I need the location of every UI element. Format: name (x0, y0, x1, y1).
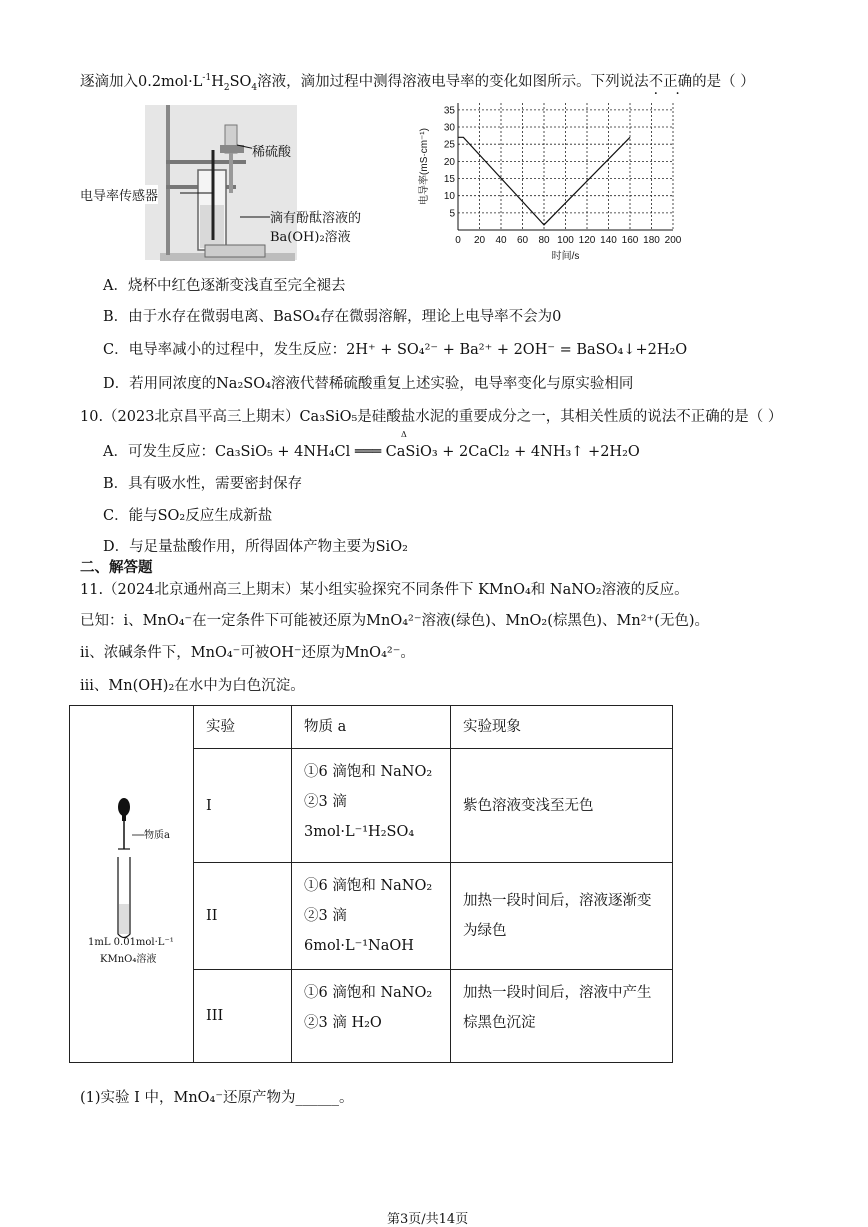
x-tick-label: 60 (516, 235, 529, 246)
row-phenomenon: 加热一段时间后，溶液中产生棕黑色沉淀 (451, 970, 673, 1063)
q9-stem: 逐滴加入$0.2mol\cdot L^{-1}H_2SO_4$溶液，滴加过程中测得溶液电导率的变化如图所示。下列说法不正确的是（ ） (80, 73, 755, 93)
y-tick-label: 15 (443, 174, 455, 186)
header-phenomenon: 实验现象 (451, 706, 673, 749)
x-tick-label: 140 (600, 235, 617, 246)
x-tick-label: 100 (557, 235, 574, 246)
q11-sub1: (1)实验 I 中，MnO₄⁻还原产物为______。 (80, 1090, 354, 1106)
chart-svg (415, 98, 690, 263)
tube-label-2: KMnO₄溶液 (100, 954, 157, 965)
q11-known-3: iii、Mn(OH)₂在水中为白色沉淀。 (80, 678, 305, 694)
x-tick-label: 80 (538, 235, 550, 246)
label-sensor: 电导率传感器 (80, 185, 158, 204)
page-footer: 第3页/共14页 (387, 1212, 469, 1227)
row-id: III (194, 970, 292, 1063)
q9-option-d: D．若用同浓度的Na₂SO₄溶液代替稀硫酸重复上述实验，电导率变化与原实验相同 (103, 376, 634, 392)
q11-known-2: ii、浓碱条件下，MnO₄⁻可被OH⁻还原为MnO₄²⁻。 (80, 645, 415, 661)
tube-figure-cell (70, 706, 194, 1063)
q9-option-a: A．烧杯中红色逐渐变浅直至完全褪去 (103, 278, 346, 294)
q10-stem: 10.（2023北京昌平高三上期末）Ca₃SiO₅是硅酸盐水泥的重要成分之一，其相关性质的说法不正确的是（ ） (80, 409, 783, 425)
dropper-label: 物质a (144, 830, 170, 841)
apparatus-photo (80, 105, 380, 263)
q9-option-c: C．电导率减小的过程中，发生反应：2H⁺ + SO₄²⁻ + Ba²⁺ + 2OH⁻ = BaSO₄↓+2H₂O (103, 342, 688, 358)
q10-option-d: D．与足量盐酸作用，所得固体产物主要为SiO₂ (103, 539, 408, 555)
section-heading: 二、解答题 (80, 559, 153, 576)
y-tick-label: 5 (449, 208, 455, 220)
label-solution-2: Ba(OH)₂溶液 (270, 230, 351, 245)
x-tick-label: 180 (643, 235, 660, 246)
q9-option-b: B．由于水存在微弱电离、BaSO₄存在微弱溶解，理论上电导率不会为0 (103, 309, 562, 325)
heat-condition: Δ (401, 430, 407, 439)
row-phenomenon: 加热一段时间后，溶液逐渐变为绿色 (451, 863, 673, 970)
row-material: ①6 滴饱和 NaNO₂ ②3 滴 6mol·L⁻¹NaOH (292, 863, 451, 970)
y-tick-label: 10 (443, 191, 455, 203)
row-material: ①6 滴饱和 NaNO₂ ②3 滴 3mol·L⁻¹H₂SO₄ (292, 749, 451, 863)
x-tick-label: 200 (664, 235, 682, 246)
tube-label-1: 1mL 0.01mol·L⁻¹ (88, 937, 174, 948)
q10-option-c: C．能与SO₂反应生成新盐 (103, 508, 273, 524)
row-id: I (194, 749, 292, 863)
conductivity-chart (415, 98, 690, 263)
y-tick-label: 25 (443, 139, 455, 151)
x-tick-label: 120 (578, 235, 596, 246)
label-solution-1: 滴有酚酞溶液的 (270, 211, 362, 226)
x-tick-label: 40 (495, 235, 507, 246)
q10-option-b: B．具有吸水性，需要密封保存 (103, 476, 303, 492)
q11-stem: 11.（2024北京通州高三上期末）某小组实验探究不同条件下 KMnO₄和 NaNO₂溶液的反应。 (80, 582, 689, 598)
experiment-table (69, 705, 673, 1063)
label-acid: 稀硫酸 (252, 141, 291, 160)
y-tick-label: 30 (443, 122, 455, 134)
x-axis-label: 时间/s (551, 251, 580, 262)
q11-known-1: 已知：i、MnO₄⁻在一定条件下可能被还原为MnO₄²⁻溶液(绿色)、MnO₂(棕黑色)、Mn²⁺(无色)。 (80, 613, 710, 629)
header-material: 物质 a (292, 706, 451, 749)
y-tick-label: 20 (443, 156, 455, 168)
test-tube-illustration (70, 709, 193, 1059)
y-axis-label: 电导率(mS·cm⁻¹) (419, 128, 430, 205)
q10-option-a: A．可发生反应：Ca₃SiO₅ + 4NH₄Cl ═══ CaSiO₃ + 2CaCl₂ + 4NH₃↑ +2H₂O Δ (103, 430, 640, 460)
x-tick-label: 0 (455, 235, 461, 246)
header-experiment: 实验 (194, 706, 292, 749)
row-id: II (194, 863, 292, 970)
x-tick-label: 20 (473, 235, 486, 246)
x-tick-label: 160 (621, 235, 639, 246)
row-material: ①6 滴饱和 NaNO₂ ②3 滴 H₂O (292, 970, 451, 1063)
row-phenomenon: 紫色溶液变浅至无色 (451, 749, 673, 863)
y-tick-label: 35 (443, 105, 455, 117)
